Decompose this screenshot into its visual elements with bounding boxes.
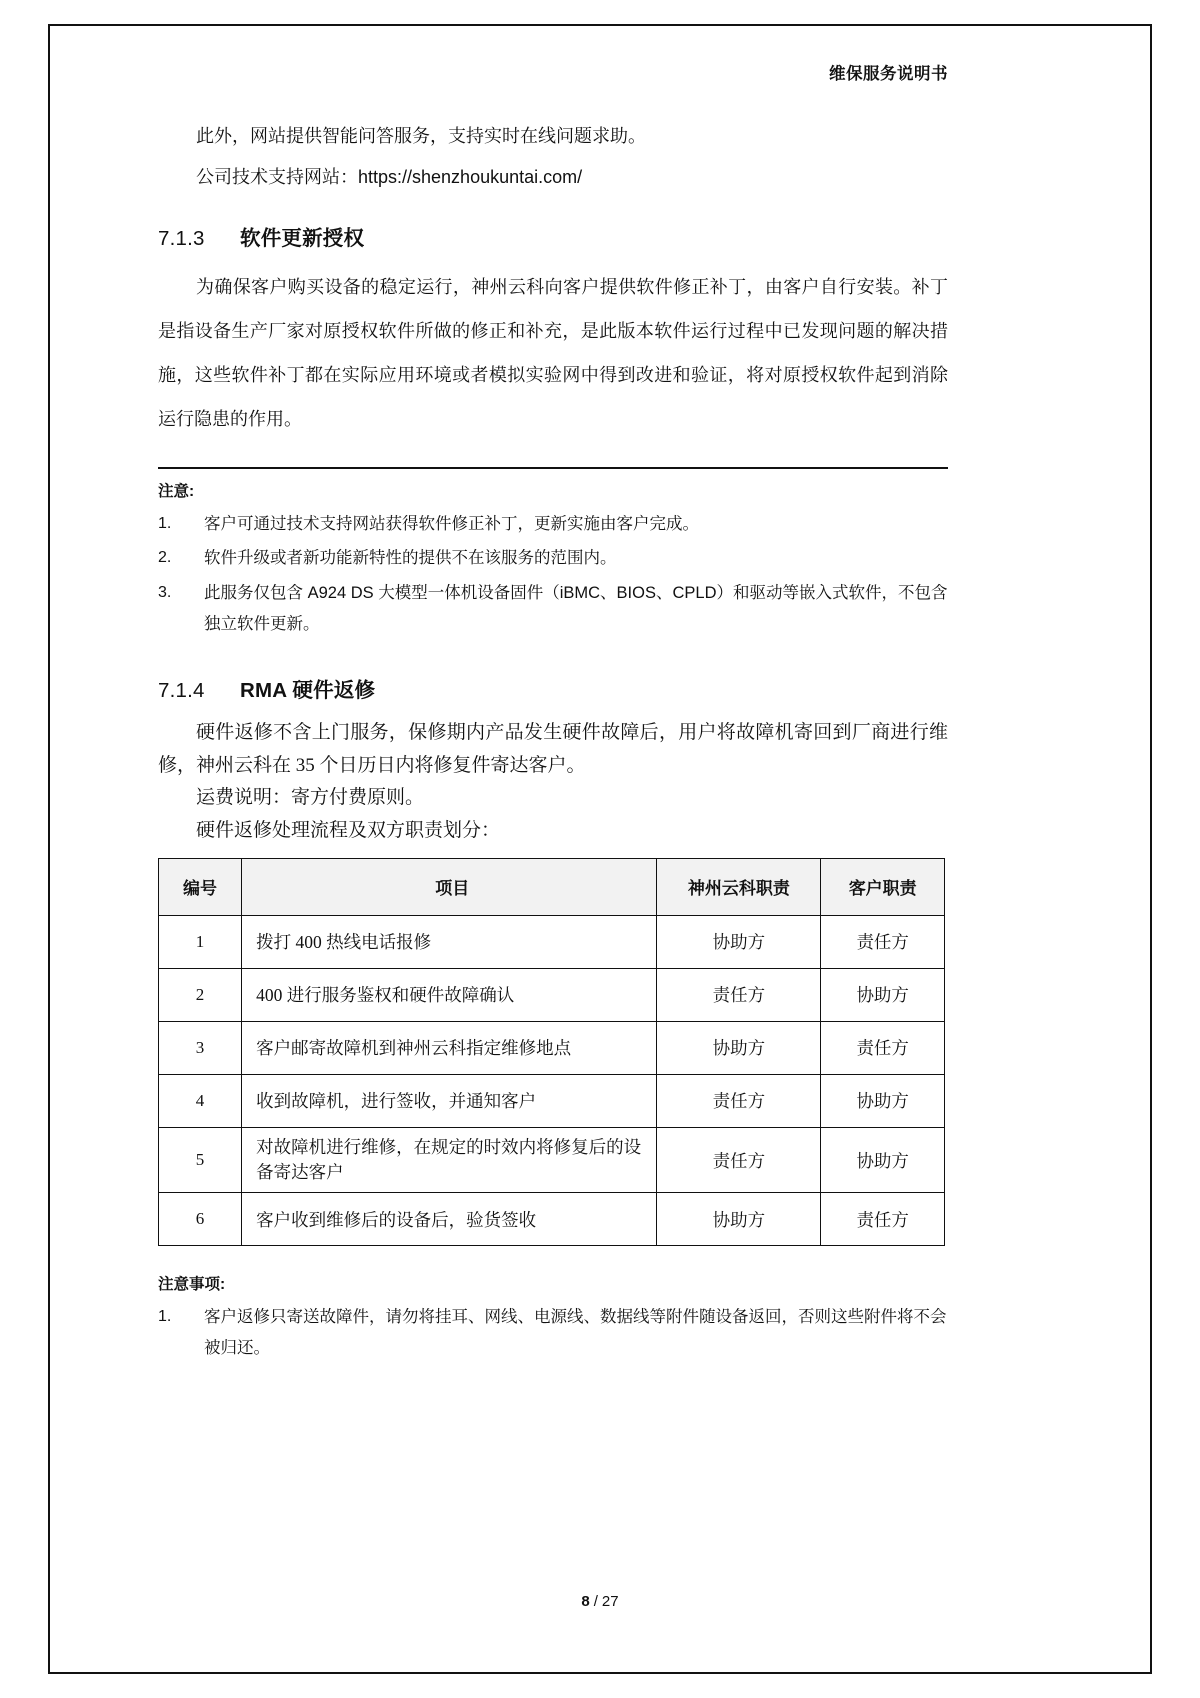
cell-sk-duty: 协助方 <box>657 1193 821 1246</box>
heading-7-1-4-title: RMA 硬件返修 <box>240 679 376 703</box>
cell-item: 对故障机进行维修，在规定的时效内将修复后的设备寄达客户 <box>242 1127 657 1193</box>
table-row <box>159 1193 945 1246</box>
table-header-row <box>159 858 945 915</box>
cell-item: 客户收到维修后的设备后，验货签收 <box>242 1193 657 1246</box>
note-item <box>158 543 948 574</box>
footer-separator: / <box>593 1593 598 1610</box>
note-item-number: 1. <box>158 1308 172 1326</box>
cell-no: 6 <box>159 1193 242 1246</box>
heading-7-1-3-title: 软件更新授权 <box>240 226 365 250</box>
table-head <box>159 858 945 915</box>
cell-cust-duty: 责任方 <box>821 1193 945 1246</box>
note-item-text: 客户可通过技术支持网站获得软件修正补丁，更新实施由客户完成。 <box>204 514 699 533</box>
heading-7-1-3-number: 7.1.3 <box>158 226 205 250</box>
table-header-no: 编号 <box>159 858 242 915</box>
cell-no: 5 <box>159 1127 242 1193</box>
cell-no: 3 <box>159 1021 242 1074</box>
cell-item: 客户邮寄故障机到神州云科指定维修地点 <box>242 1021 657 1074</box>
note-divider <box>158 467 948 469</box>
cell-no: 1 <box>159 915 242 968</box>
table-row <box>159 915 945 968</box>
table-row <box>159 1021 945 1074</box>
note-item-number: 3. <box>158 584 172 601</box>
note-block-rma <box>158 1272 948 1363</box>
table-header-sk: 神州云科职责 <box>657 858 821 915</box>
cell-no: 2 <box>159 968 242 1021</box>
note-item-text: 客户返修只寄送故障件，请勿将挂耳、网线、电源线、数据线等附件随设备返回，否则这些附件将不会被归还。 <box>204 1308 947 1357</box>
footer-page-number: 8 <box>581 1593 590 1610</box>
note-item-text: 此服务仅包含 A924 DS 大模型一体机设备固件（iBMC、BIOS、CPLD）和驱动等嵌入式软件，不包含独立软件更新。 <box>204 584 948 633</box>
cell-sk-duty: 责任方 <box>657 1127 821 1193</box>
page-footer <box>0 1593 1200 1610</box>
table-row <box>159 968 945 1021</box>
note-item <box>158 509 948 540</box>
note-item-text: 软件升级或者新功能新特性的提供不在该服务的范围内。 <box>204 549 617 568</box>
paragraph-7-1-3-body: 为确保客户购买设备的稳定运行，神州云科向客户提供软件修正补丁，由客户自行安装。补丁是指设备生产厂家对原授权软件所做的修正和补充，是此版本软件运行过程中已发现问题的解决措施，这些软件补丁都在实际应用环境或者模拟实验网中得到改进和验证，将对原授权软件起到消除运行隐患的作用。 <box>158 276 948 429</box>
cell-item: 收到故障机，进行签收，并通知客户 <box>242 1074 657 1127</box>
cell-cust-duty: 协助方 <box>821 968 945 1021</box>
table-row <box>159 1074 945 1127</box>
cell-sk-duty: 责任方 <box>657 1074 821 1127</box>
paragraph-extra-service: 此外，网站提供智能问答服务，支持实时在线问题求助。 <box>196 126 646 146</box>
note-list-rma <box>158 1302 948 1363</box>
note-item <box>158 578 948 639</box>
paragraph-7-1-4-body: 硬件返修不含上门服务，保修期内产品发生硬件故障后，用户将故障机寄回到厂商进行维修，神州云科在 35 个日历日内将修复件寄达客户。 <box>158 722 948 776</box>
support-site-url[interactable]: https://shenzhoukuntai.com/ <box>358 167 583 188</box>
table-row <box>159 1127 945 1193</box>
heading-7-1-4-number: 7.1.4 <box>158 679 205 703</box>
paragraph-support-site <box>158 161 948 194</box>
note-item-number: 2. <box>158 549 172 567</box>
cell-cust-duty: 责任方 <box>821 915 945 968</box>
page-content <box>158 60 948 1368</box>
cell-cust-duty: 协助方 <box>821 1127 945 1193</box>
cell-item: 拨打 400 热线电话报修 <box>242 915 657 968</box>
footer-total-pages: 27 <box>601 1593 619 1610</box>
note-title-rma: 注意事项: <box>158 1276 226 1294</box>
cell-cust-duty: 责任方 <box>821 1021 945 1074</box>
cell-sk-duty: 责任方 <box>657 968 821 1021</box>
heading-7-1-4 <box>158 673 948 703</box>
note-item-number: 1. <box>158 514 172 532</box>
cell-cust-duty: 协助方 <box>821 1074 945 1127</box>
cell-sk-duty: 协助方 <box>657 915 821 968</box>
note-item <box>158 1302 948 1363</box>
table-header-cust: 客户职责 <box>821 858 945 915</box>
support-site-label: 公司技术支持网站： <box>196 167 358 188</box>
paragraph-process-intro: 硬件返修处理流程及双方职责划分： <box>196 820 501 842</box>
note-block-software-update <box>158 467 948 639</box>
cell-sk-duty: 协助方 <box>657 1021 821 1074</box>
rma-process-table <box>158 858 945 1247</box>
note-list-software-update <box>158 509 948 639</box>
cell-no: 4 <box>159 1074 242 1127</box>
note-title-software-update: 注意: <box>158 482 195 500</box>
table-body <box>159 915 945 1246</box>
document-header-title: 维保服务说明书 <box>829 65 948 83</box>
heading-7-1-3 <box>158 221 948 251</box>
table-header-item: 项目 <box>242 858 657 915</box>
paragraph-shipping-note: 运费说明：寄方付费原则。 <box>196 787 425 809</box>
cell-item: 400 进行服务鉴权和硬件故障确认 <box>242 968 657 1021</box>
